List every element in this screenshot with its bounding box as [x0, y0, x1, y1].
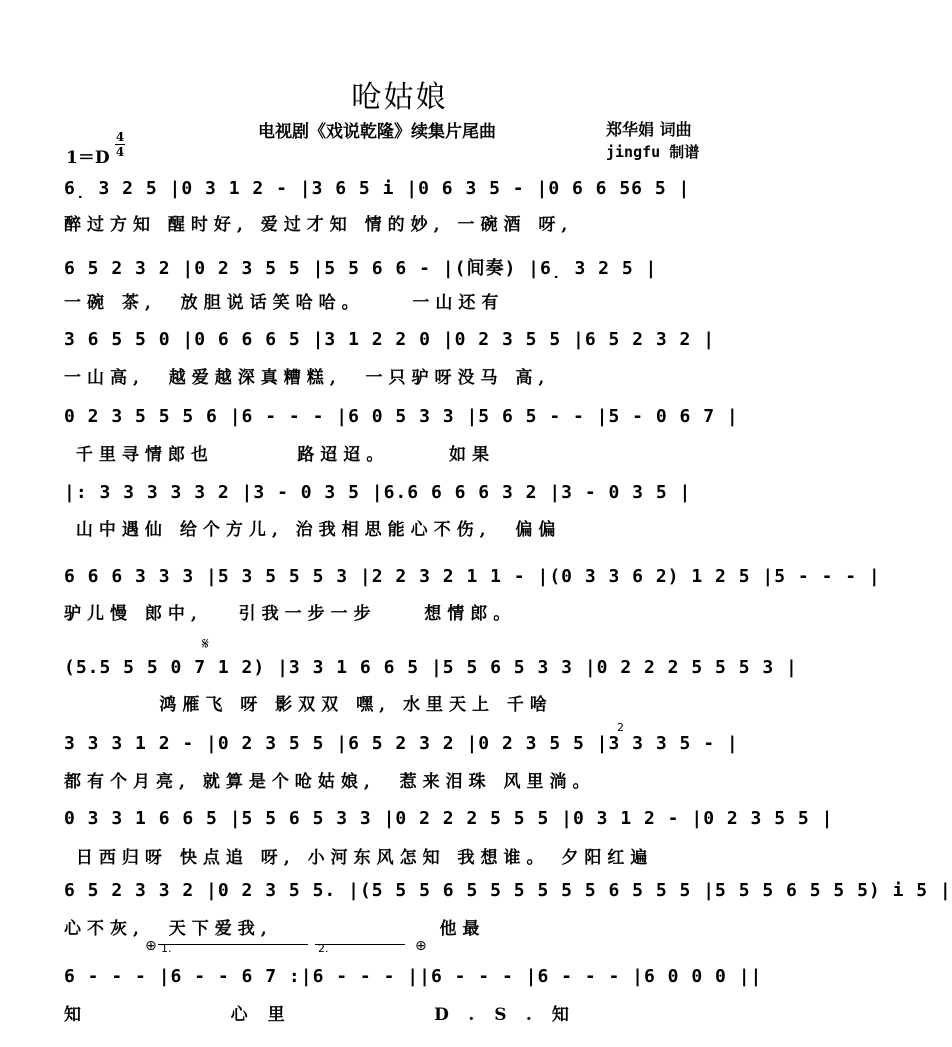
music-line-1: 6̣ 3 2 5 |0 3 1 2 - |3 6 5 i |0 6 3 5 - |0 6 6 56 5 | [64, 178, 691, 199]
lyric-line-3: 一山高, 越爱越深真糟糕, 一只驴呀没马 高, [64, 368, 551, 388]
music-line-9: 0 3 3 1 6 6 5 |5 5 6 5 3 3 |0 2 2 2 5 5 5 |0 3 1 2 - |0 2 3 5 5 | [64, 808, 834, 829]
music-line-8: 3 3 3 1 2 - |0 2 3 5 5 |6 5 2 3 2 |0 2 3 5 5 |3 3 3 5 - | [64, 733, 739, 754]
composer-credit: 郑华娟 词曲 [606, 120, 692, 139]
volta-2-label: 2. [318, 942, 329, 955]
key-signature: 1＝D [66, 148, 110, 168]
lyric-line-6: 驴儿慢 郎中, 引我一步一步 想情郎。 [64, 604, 517, 624]
music-line-4: 0 2 3 5 5 5 6 |6 - - - |6 0 5 3 3 |5 6 5 - - |5 - 0 6 7 | [64, 406, 739, 427]
lyric-line-7: 鸿雁飞 呀 影双双 嘿, 水里天上 千啥 [64, 695, 553, 715]
lyric-line-10: 心不灰, 天下爱我, 他最 [64, 919, 486, 939]
volta-2-bracket [315, 944, 405, 945]
lyric-line-11: 知 心里 D.S.知 [64, 1005, 589, 1025]
grace-note-mark: 2 [617, 721, 624, 734]
music-line-6: 6 6 6 3 3 3 |5 3 5 5 5 3 |2 2 3 2 1 1 - |(0 3 3 6 2) 1 2 5 |5 - - - | [64, 566, 881, 587]
music-line-10: 6 5 2 3 3 2 |0 2 3 5 5. |(5 5 5 6 5 5 5 5 5 5 6 5 5 5 |5 5 5 6 5 5 5) i 5 | [64, 880, 952, 901]
subtitle: 电视剧《戏说乾隆》续集片尾曲 [258, 122, 496, 142]
music-line-2: 6 5 2 3 2 |0 2 3 5 5 |5 5 6 6 - |(间奏) |6̣ 3 2 5 | [64, 258, 658, 279]
time-signature [115, 130, 125, 159]
segno-mark: 𝄋 [202, 634, 209, 653]
coda-mark-right: ⊕ [415, 938, 427, 954]
arranger-credit: jingfu 制谱 [606, 143, 700, 161]
page-title: 呛姑娘 [351, 80, 448, 115]
volta-1-label: 1. [161, 942, 172, 955]
coda-mark-left: ⊕ [145, 938, 157, 954]
lyric-line-1: 醉过方知 醒时好, 爱过才知 情的妙, 一碗酒 呀, [64, 215, 574, 235]
volta-1-bracket [158, 944, 308, 945]
lyric-line-9: 日西归呀 快点追 呀, 小河东风怎知 我想谁。 夕阳红遍 [64, 848, 654, 868]
time-signature-top: 4 [115, 130, 125, 144]
lyric-line-2: 一碗 茶, 放胆说话笑哈哈。 一山还有 [64, 293, 505, 313]
music-line-11: 6 - - - |6 - - 6 7 :|6 - - - ||6 - - - |6 - - - |6 0 0 0 || [64, 966, 763, 987]
lyric-line-8: 都有个月亮, 就算是个呛姑娘, 惹来泪珠 风里淌。 [64, 772, 596, 792]
music-line-5: |: 3 3 3 3 3 2 |3 - 0 3 5 |6.6 6 6 6 3 2 |3 - 0 3 5 | [64, 482, 692, 503]
music-line-7: (5.5 5 5 0 7 1 2) |3 3 1 6 6 5 |5 5 6 5 3 3 |0 2 2 2 5 5 5 3 | [64, 657, 798, 678]
time-signature-bottom: 4 [115, 145, 125, 159]
lyric-line-4: 千里寻情郎也 路迢迢。 如果 [64, 445, 495, 465]
music-line-3: 3 6 5 5 0 |0 6 6 6 5 |3 1 2 2 0 |0 2 3 5 5 |6 5 2 3 2 | [64, 329, 716, 350]
lyric-line-5: 山中遇仙 给个方儿, 治我相思能心不伤, 偏偏 [64, 520, 562, 540]
